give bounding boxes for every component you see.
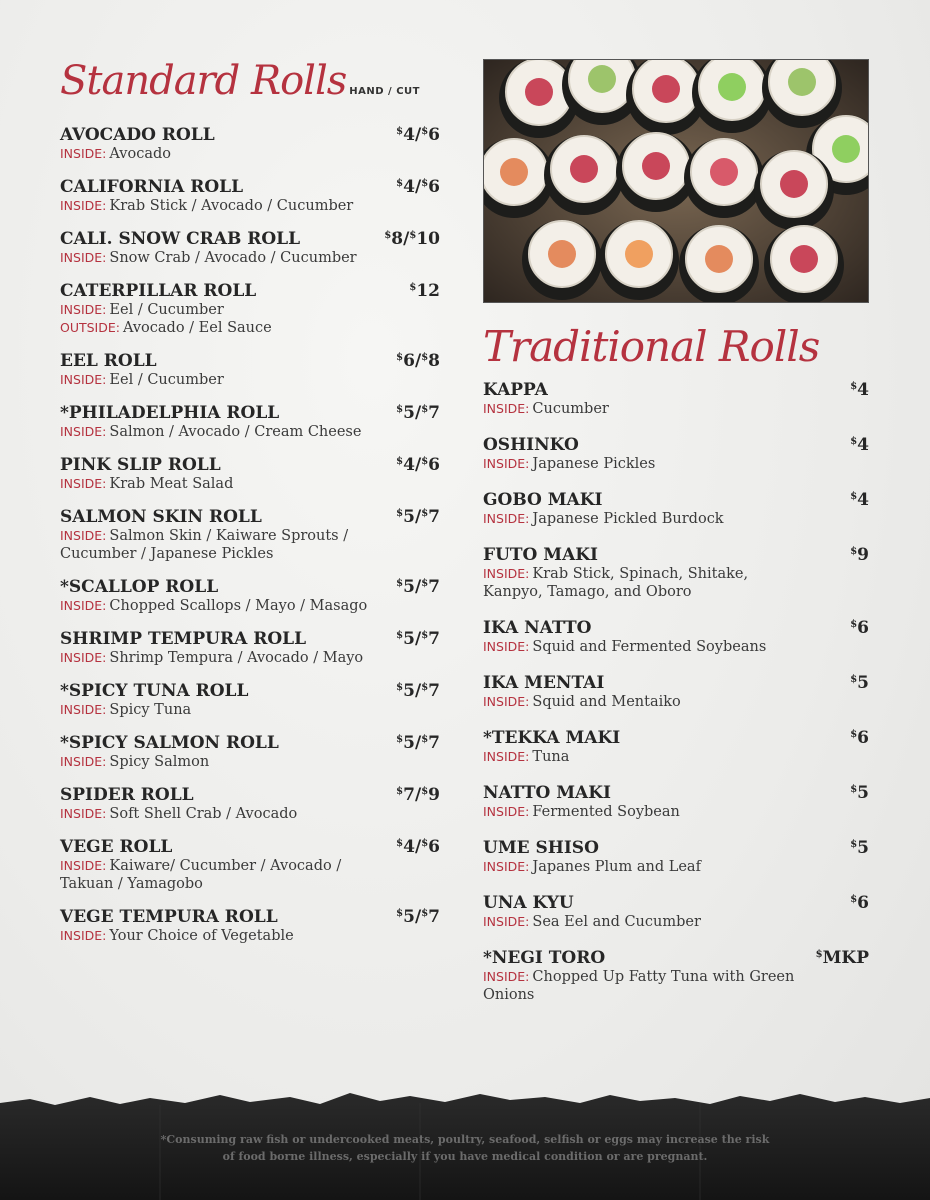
ingredient-label: INSIDE:	[60, 806, 107, 821]
item-description: INSIDE: Japanes Plum and Leaf	[483, 859, 701, 875]
item-description: INSIDE: Japanese Pickles	[483, 456, 656, 472]
standard-roll-menu-item	[60, 229, 440, 267]
standard-roll-menu-item	[60, 125, 440, 163]
item-price: $5/$7	[396, 733, 440, 753]
item-name: *SPICY SALMON ROLL	[60, 733, 279, 753]
standard-roll-menu-item	[60, 733, 440, 771]
item-name: *TEKKA MAKI	[483, 728, 621, 748]
standard-roll-menu-item	[60, 681, 440, 719]
traditional-rolls-title: Traditional Rolls	[483, 322, 820, 371]
item-description: INSIDE: Soft Shell Crab / Avocado	[60, 806, 298, 822]
item-price: $5/$7	[396, 629, 440, 649]
item-name: IKA NATTO	[483, 618, 592, 638]
sushi-rolls-illustration	[484, 60, 869, 303]
traditional-roll-menu-item	[483, 948, 869, 1004]
item-description: INSIDE: Krab Stick, Spinach, Shitake, Kanpyo, Tamago, and Oboro	[483, 566, 749, 600]
item-name: VEGE ROLL	[60, 837, 173, 857]
item-price: $4	[850, 435, 869, 455]
standard-roll-menu-item	[60, 281, 440, 337]
item-price: $5/$7	[396, 577, 440, 597]
item-description: INSIDE: Japanese Pickled Burdock	[483, 511, 724, 527]
traditional-rolls-section	[483, 324, 869, 1004]
item-price: $8/$10	[384, 229, 440, 249]
item-name: CALI. SNOW CRAB ROLL	[60, 229, 301, 249]
item-description: OUTSIDE: Avocado / Eel Sauce	[60, 320, 272, 336]
ingredient-label: INSIDE:	[60, 372, 107, 387]
item-name: EEL ROLL	[60, 351, 157, 371]
disclaimer-line-1: *Consuming raw fish or undercooked meats, poultry, seafood, selfish or eggs may increase the risk	[160, 1133, 770, 1146]
item-name: PINK SLIP ROLL	[60, 455, 221, 475]
standard-roll-menu-item	[60, 177, 440, 215]
item-price: $5/$7	[396, 907, 440, 927]
item-price: $MKP	[815, 948, 869, 968]
item-price: $5/$7	[396, 507, 440, 527]
standard-roll-menu-item	[60, 629, 440, 667]
item-description: INSIDE: Shrimp Tempura / Avocado / Mayo	[60, 650, 364, 666]
ingredient-label: INSIDE:	[483, 969, 530, 984]
item-name: CALIFORNIA ROLL	[60, 177, 244, 197]
sushi-rolls-photo	[483, 59, 869, 303]
ingredient-label: INSIDE:	[483, 639, 530, 654]
ingredient-label: INSIDE:	[60, 476, 107, 491]
ingredient-label: INSIDE:	[60, 598, 107, 613]
item-price: $4/$6	[396, 177, 440, 197]
item-description: INSIDE: Sea Eel and Cucumber	[483, 914, 701, 930]
ingredient-label: INSIDE:	[60, 754, 107, 769]
ingredient-label: INSIDE:	[483, 859, 530, 874]
item-price: $4	[850, 380, 869, 400]
item-price: $5	[850, 673, 869, 693]
item-price: $7/$9	[396, 785, 440, 805]
ingredient-label: OUTSIDE:	[60, 320, 120, 335]
traditional-roll-menu-item	[483, 838, 869, 876]
item-price: $5	[850, 838, 869, 858]
standard-rolls-title: Standard Rolls	[60, 58, 347, 104]
item-name: *NEGI TORO	[483, 948, 606, 968]
item-price: $4/$6	[396, 455, 440, 475]
ingredient-label: INSIDE:	[483, 749, 530, 764]
ingredient-label: INSIDE:	[60, 250, 107, 265]
item-price: $4	[850, 490, 869, 510]
item-price: $4/$6	[396, 837, 440, 857]
traditional-roll-menu-item	[483, 893, 869, 931]
item-description: INSIDE: Fermented Soybean	[483, 804, 680, 820]
ingredient-label: INSIDE:	[483, 511, 530, 526]
item-name: KAPPA	[483, 380, 548, 400]
ingredient-label: INSIDE:	[483, 401, 530, 416]
item-price: $5/$7	[396, 681, 440, 701]
ingredient-label: INSIDE:	[60, 528, 107, 543]
item-name: *SCALLOP ROLL	[60, 577, 219, 597]
ingredient-label: INSIDE:	[60, 424, 107, 439]
item-name: GOBO MAKI	[483, 490, 603, 510]
item-description: INSIDE: Spicy Tuna	[60, 702, 192, 718]
item-description: INSIDE: Krab Stick / Avocado / Cucumber	[60, 198, 354, 214]
ingredient-label: INSIDE:	[483, 694, 530, 709]
ingredient-label: INSIDE:	[60, 650, 107, 665]
item-name: *PHILADELPHIA ROLL	[60, 403, 280, 423]
ingredient-label: INSIDE:	[483, 456, 530, 471]
item-description: INSIDE: Avocado	[60, 146, 171, 162]
standard-roll-menu-item	[60, 577, 440, 615]
ingredient-label: INSIDE:	[60, 146, 107, 161]
traditional-roll-menu-item	[483, 490, 869, 528]
traditional-roll-menu-item	[483, 545, 869, 601]
ingredient-label: INSIDE:	[60, 858, 107, 873]
traditional-rolls-list	[483, 380, 869, 1004]
ingredient-label: INSIDE:	[483, 804, 530, 819]
traditional-roll-menu-item	[483, 618, 869, 656]
standard-rolls-section	[60, 58, 440, 945]
item-description: INSIDE: Cucumber	[483, 401, 609, 417]
item-name: UME SHISO	[483, 838, 599, 858]
item-description: INSIDE: Eel / Cucumber	[60, 372, 224, 388]
standard-rolls-heading	[60, 58, 440, 115]
standard-roll-menu-item	[60, 351, 440, 389]
item-name: IKA MENTAI	[483, 673, 605, 693]
standard-roll-menu-item	[60, 455, 440, 493]
item-name: OSHINKO	[483, 435, 579, 455]
standard-roll-menu-item	[60, 907, 440, 945]
ingredient-label: INSIDE:	[60, 198, 107, 213]
item-name: SALMON SKIN ROLL	[60, 507, 262, 527]
item-price: $6	[850, 618, 869, 638]
standard-rolls-subtitle: HAND / CUT	[349, 86, 420, 97]
standard-roll-menu-item	[60, 785, 440, 823]
standard-roll-menu-item	[60, 507, 440, 563]
traditional-roll-menu-item	[483, 728, 869, 766]
item-price: $4/$6	[396, 125, 440, 145]
item-description: INSIDE: Chopped Scallops / Mayo / Masago	[60, 598, 368, 614]
ingredient-label: INSIDE:	[483, 566, 530, 581]
item-price: $5/$7	[396, 403, 440, 423]
disclaimer-line-2: of food borne illness, especially if you have medical condition or are pregnant.	[222, 1150, 708, 1163]
item-name: SPIDER ROLL	[60, 785, 194, 805]
item-price: $6	[850, 728, 869, 748]
food-safety-disclaimer	[0, 1131, 930, 1165]
item-price: $6/$8	[396, 351, 440, 371]
item-name: NATTO MAKI	[483, 783, 611, 803]
item-description: INSIDE: Krab Meat Salad	[60, 476, 234, 492]
item-price: $12	[409, 281, 440, 301]
item-name: VEGE TEMPURA ROLL	[60, 907, 278, 927]
standard-roll-menu-item	[60, 837, 440, 893]
ingredient-label: INSIDE:	[483, 914, 530, 929]
standard-rolls-list	[60, 125, 440, 945]
item-description: INSIDE: Squid and Fermented Soybeans	[483, 639, 767, 655]
item-name: UNA KYU	[483, 893, 574, 913]
ingredient-label: INSIDE:	[60, 702, 107, 717]
item-description: INSIDE: Chopped Up Fatty Tuna with Green Onions	[483, 969, 795, 1003]
item-price: $5	[850, 783, 869, 803]
item-price: $6	[850, 893, 869, 913]
standard-roll-menu-item	[60, 403, 440, 441]
item-description: INSIDE: Squid and Mentaiko	[483, 694, 681, 710]
item-description: INSIDE: Kaiware/ Cucumber / Avocado / Takuan / Yamagobo	[60, 858, 342, 892]
item-price: $9	[850, 545, 869, 565]
traditional-roll-menu-item	[483, 435, 869, 473]
item-description: INSIDE: Tuna	[483, 749, 570, 765]
item-name: CATERPILLAR ROLL	[60, 281, 257, 301]
traditional-roll-menu-item	[483, 783, 869, 821]
item-description: INSIDE: Your Choice of Vegetable	[60, 928, 294, 944]
ingredient-label: INSIDE:	[60, 928, 107, 943]
traditional-roll-menu-item	[483, 380, 869, 418]
item-name: FUTO MAKI	[483, 545, 599, 565]
item-name: AVOCADO ROLL	[60, 125, 215, 145]
item-name: *SPICY TUNA ROLL	[60, 681, 249, 701]
item-description: INSIDE: Salmon Skin / Kaiware Sprouts / Cucumber / Japanese Pickles	[60, 528, 349, 562]
item-name: SHRIMP TEMPURA ROLL	[60, 629, 307, 649]
traditional-roll-menu-item	[483, 673, 869, 711]
ingredient-label: INSIDE:	[60, 302, 107, 317]
item-description: INSIDE: Salmon / Avocado / Cream Cheese	[60, 424, 362, 440]
item-description: INSIDE: Snow Crab / Avocado / Cucumber	[60, 250, 357, 266]
item-description: INSIDE: Eel / Cucumber	[60, 302, 224, 318]
item-description: INSIDE: Spicy Salmon	[60, 754, 210, 770]
